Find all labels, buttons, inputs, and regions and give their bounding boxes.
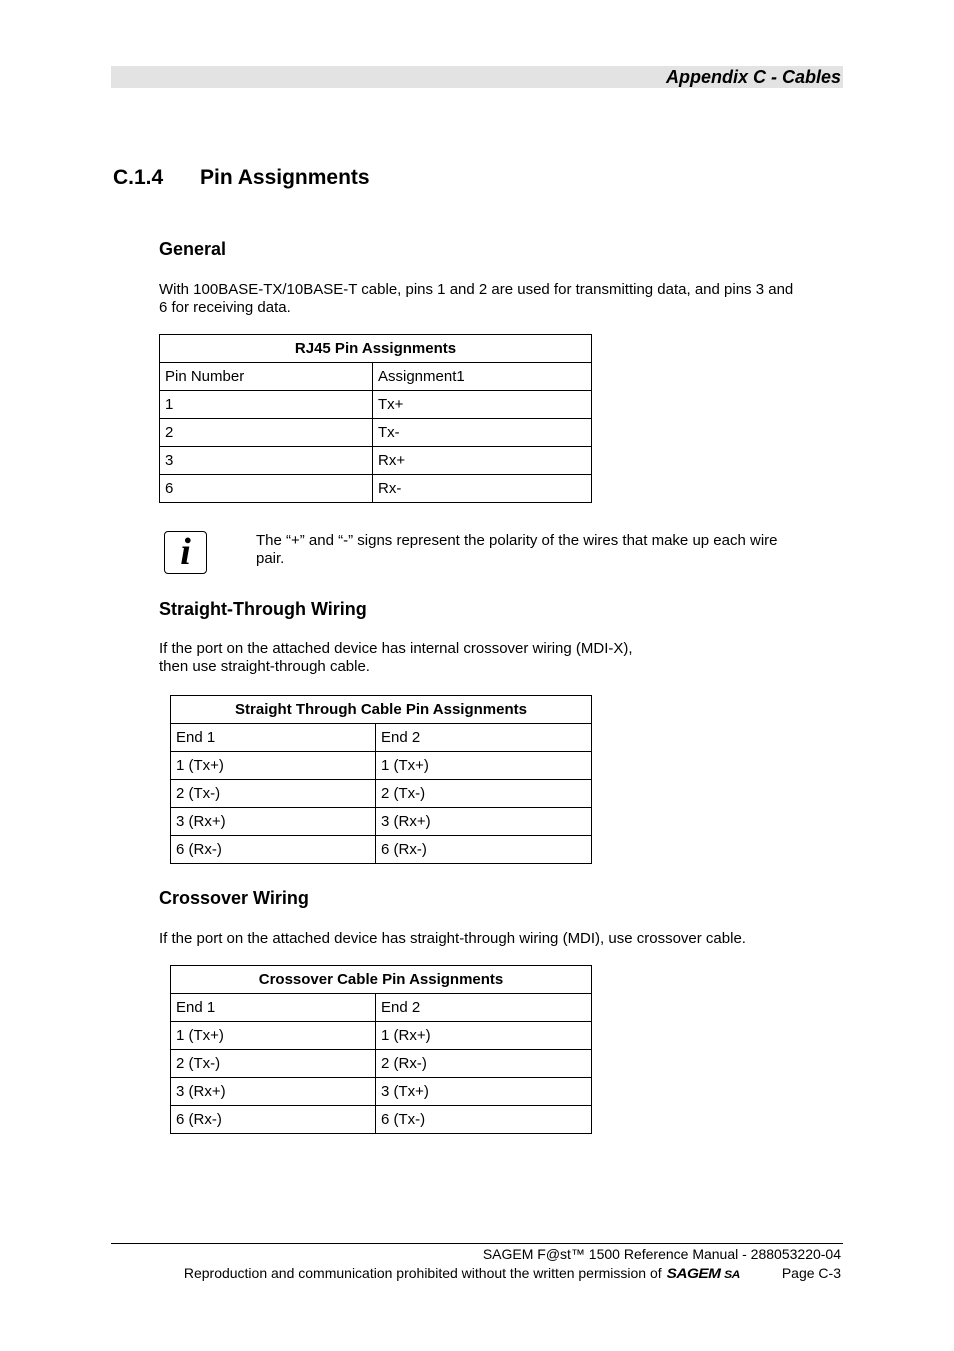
table-cell: 3 (Rx+) <box>171 808 376 836</box>
info-icon <box>164 531 207 574</box>
straight-heading: Straight-Through Wiring <box>159 599 367 619</box>
table-cell: 2 (Tx-) <box>171 1050 376 1078</box>
table-header-cell: End 1 <box>171 994 376 1022</box>
section-number: C.1.4 <box>113 166 164 189</box>
table-header-cell: Pin Number <box>160 363 373 391</box>
footer-manual-title: SAGEM F@st™ 1500 Reference Manual - 288053220-04 <box>482 1246 841 1262</box>
table-title: Straight Through Cable Pin Assignments <box>171 696 592 724</box>
table-cell: Rx- <box>373 475 592 503</box>
note-text-line2: pair. <box>256 550 285 567</box>
general-text-line1: With 100BASE-TX/10BASE-T cable, pins 1 and 2 are used for transmitting data, and pins 3 and <box>159 281 794 298</box>
table-row <box>171 1106 592 1134</box>
table-cell: 6 (Rx-) <box>376 836 592 864</box>
info-icon-glyph: i <box>180 531 191 573</box>
table-row <box>171 752 592 780</box>
crossover-text: If the port on the attached device has straight-through wiring (MDI), use crossover cable. <box>159 930 746 947</box>
crossover-heading: Crossover Wiring <box>159 888 309 908</box>
table-title: RJ45 Pin Assignments <box>160 335 592 363</box>
table-cell: 1 (Rx+) <box>376 1022 592 1050</box>
table-cell: 6 (Rx-) <box>171 1106 376 1134</box>
section-title: Pin Assignments <box>200 166 370 189</box>
table-cell: Tx+ <box>373 391 592 419</box>
footer-page-number: Page C-3 <box>781 1265 841 1281</box>
table-header-row <box>171 994 592 1022</box>
footer-permission-line <box>184 1265 841 1284</box>
table-cell: 1 (Tx+) <box>376 752 592 780</box>
table-cell: 1 (Tx+) <box>171 752 376 780</box>
table-cell: 1 (Tx+) <box>171 1022 376 1050</box>
table-row <box>171 808 592 836</box>
table-cell: 6 <box>160 475 373 503</box>
table-cell: 2 (Tx-) <box>171 780 376 808</box>
table-header-row <box>171 724 592 752</box>
straight-through-table <box>170 695 592 864</box>
straight-text-line2: then use straight-through cable. <box>159 658 370 675</box>
table-cell: Rx+ <box>373 447 592 475</box>
table-cell: 6 (Rx-) <box>171 836 376 864</box>
general-heading: General <box>159 239 227 259</box>
rj45-pin-table <box>159 334 592 503</box>
table-cell: Tx- <box>373 419 592 447</box>
table-row <box>171 780 592 808</box>
table-row <box>171 836 592 864</box>
table-cell: 3 <box>160 447 373 475</box>
table-row <box>160 391 592 419</box>
header-title: Appendix C - Cables <box>665 67 841 87</box>
page-header <box>111 66 843 88</box>
table-title: Crossover Cable Pin Assignments <box>171 966 592 994</box>
table-header-cell: End 2 <box>376 724 592 752</box>
table-row <box>171 1050 592 1078</box>
table-row <box>160 419 592 447</box>
table-cell: 2 (Tx-) <box>376 780 592 808</box>
table-row <box>171 1022 592 1050</box>
straight-text-line1: If the port on the attached device has internal crossover wiring (MDI-X), <box>159 640 633 657</box>
table-cell: 2 (Rx-) <box>376 1050 592 1078</box>
table-row <box>171 1078 592 1106</box>
table-header-cell: End 1 <box>171 724 376 752</box>
sagem-logo: SAGEM SA <box>666 1265 740 1281</box>
note-text-line1: The “+” and “-” signs represent the polarity of the wires that make up each wire <box>256 532 778 549</box>
table-cell: 2 <box>160 419 373 447</box>
table-header-cell: End 2 <box>376 994 592 1022</box>
table-header-cell: Assignment1 <box>373 363 592 391</box>
table-cell: 6 (Tx-) <box>376 1106 592 1134</box>
table-cell: 3 (Tx+) <box>376 1078 592 1106</box>
table-row <box>160 475 592 503</box>
footer-divider <box>111 1243 843 1244</box>
table-row <box>160 447 592 475</box>
footer-permission-text: Reproduction and communication prohibited without the written permission of <box>183 1265 662 1281</box>
table-header-row <box>160 363 592 391</box>
general-text-line2: 6 for receiving data. <box>159 299 291 316</box>
table-cell: 1 <box>160 391 373 419</box>
table-cell: 3 (Rx+) <box>376 808 592 836</box>
table-cell: 3 (Rx+) <box>171 1078 376 1106</box>
crossover-table <box>170 965 592 1134</box>
